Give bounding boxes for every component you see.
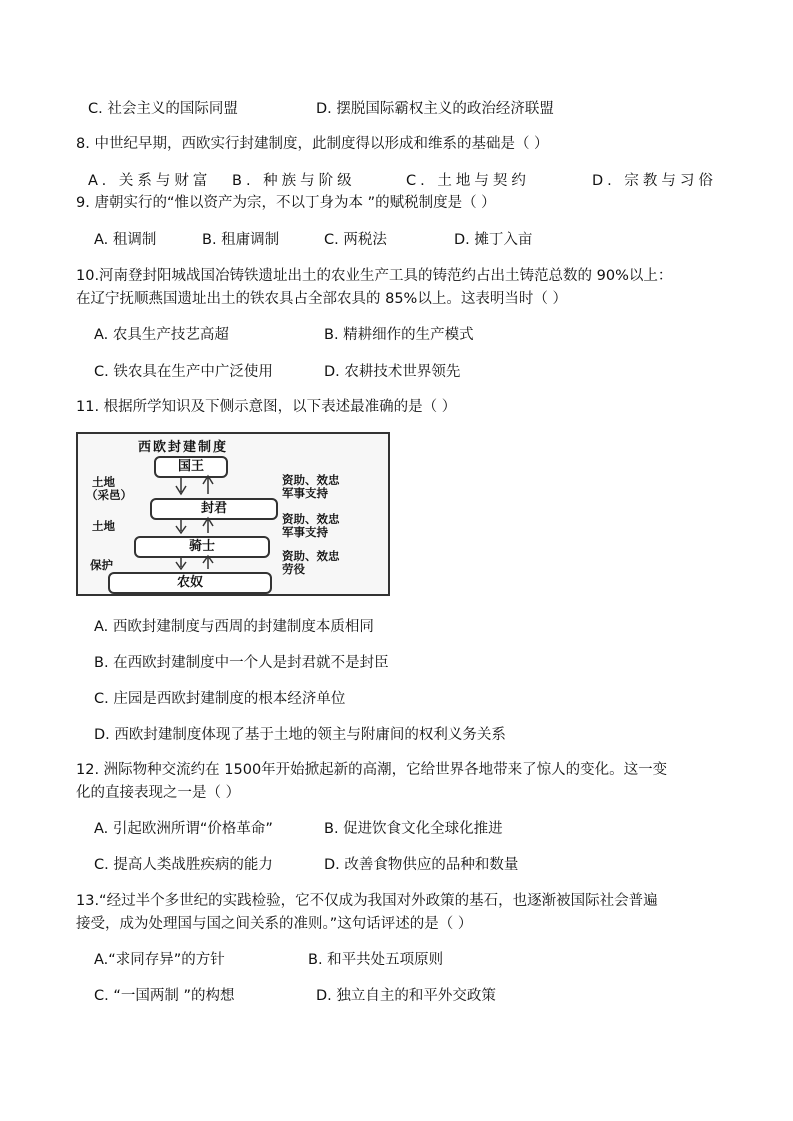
- q12-option-c: C. 提高人类战胜疾病的能力: [94, 857, 273, 873]
- q12-option-a: A. 引起欧洲所谓“价格革命”: [94, 821, 273, 837]
- arrow-down-icon: [176, 478, 186, 494]
- q9-option-d: D. 摊丁入亩: [454, 232, 533, 248]
- q10-stem-line1: 10.河南登封阳城战国冶铸铁遗址出土的农业生产工具的铸范约占出土铸范总数的 90%以上：: [76, 268, 673, 284]
- diagram-label-duty-2b: 军事支持: [282, 525, 328, 539]
- diagram-label-duty-2a: 资助、效忠: [282, 512, 340, 526]
- diagram-label-fief: （采邑）: [86, 488, 132, 502]
- q11-stem: 11. 根据所学知识及下侧示意图，以下表述最准确的是（ ）: [76, 399, 457, 415]
- q8-option-d: D. 宗教与习俗: [592, 173, 717, 189]
- q12-stem-line2: 化的直接表现之一是（ ）: [76, 785, 241, 801]
- q12-stem-line1: 12. 洲际物种交流约在 1500年开始掀起新的高潮，它给世界各地带来了惊人的变化。这一变: [76, 762, 668, 778]
- arrow-up-icon: [203, 476, 213, 494]
- q8-option-a: A. 关系与财富: [88, 173, 212, 189]
- q9-option-a: A. 租调制: [94, 232, 157, 248]
- q13-stem-line1: 13.“经过半个多世纪的实践检验，它不仅成为我国对外政策的基石，也逐渐被国际社会普遍: [76, 893, 658, 909]
- q11-option-c: C. 庄园是西欧封建制度的根本经济单位: [94, 691, 346, 707]
- q13-option-d: D. 独立自主的和平外交政策: [316, 988, 496, 1004]
- diagram-label-duty-1b: 军事支持: [282, 486, 328, 500]
- q11-option-b: B. 在西欧封建制度中一个人是封君就不是封臣: [94, 655, 389, 671]
- diagram-title: 西欧封建制度: [138, 440, 229, 455]
- arrow-down-icon: [176, 558, 186, 569]
- diagram-label-duty-1a: 资助、效忠: [282, 473, 340, 487]
- q13-option-c: C. “一国两制 ”的构想: [94, 988, 235, 1004]
- q8-option-b: B. 种族与阶级: [232, 173, 356, 189]
- q10-stem-line2: 在辽宁抚顺燕国遗址出土的铁农具占全部农具的 85%以上。这表明当时（ ）: [76, 291, 567, 307]
- q9-stem: 9. 唐朝实行的“惟以资产为宗，不以丁身为本 ”的赋税制度是（ ）: [76, 195, 496, 211]
- diagram-label-duty-3b: 劳役: [282, 562, 305, 576]
- q11-option-d: D. 西欧封建制度体现了基于土地的领主与附庸间的权利义务关系: [94, 727, 506, 743]
- q10-option-b: B. 精耕细作的生产模式: [324, 327, 474, 343]
- arrow-up-icon: [203, 556, 213, 569]
- diagram-label-protect: 保护: [90, 558, 113, 572]
- q8-option-c: C. 土地与契约: [406, 173, 530, 189]
- q7-option-c: C. 社会主义的国际同盟: [88, 101, 238, 117]
- q12-option-d: D. 改善食物供应的品种和数量: [324, 857, 519, 873]
- q13-option-b: B. 和平共处五项原则: [308, 952, 444, 968]
- diagram-box-knight: 骑士: [134, 536, 270, 558]
- feudal-system-diagram: [76, 432, 390, 596]
- diagram-label-duty-3a: 资助、效忠: [282, 549, 340, 563]
- diagram-box-lord: 封君: [150, 498, 278, 520]
- q10-option-d: D. 农耕技术世界领先: [324, 364, 461, 380]
- q13-option-a: A.“求同存异”的方针: [94, 952, 225, 968]
- arrow-up-icon: [203, 518, 213, 533]
- q9-option-c: C. 两税法: [324, 232, 387, 248]
- diagram-arrows: [78, 434, 388, 594]
- q9-option-b: B. 租庸调制: [202, 232, 280, 248]
- arrow-down-icon: [176, 520, 186, 533]
- q11-option-a: A. 西欧封建制度与西周的封建制度本质相同: [94, 619, 374, 635]
- q7-option-d: D. 摆脱国际霸权主义的政治经济联盟: [316, 101, 554, 117]
- q10-option-c: C. 铁农具在生产中广泛使用: [94, 364, 273, 380]
- diagram-label-land-1: 土地: [92, 475, 115, 489]
- diagram-label-land-2: 土地: [92, 519, 115, 533]
- q8-stem: 8. 中世纪早期，西欧实行封建制度，此制度得以形成和维系的基础是（ ）: [76, 136, 549, 152]
- q10-option-a: A. 农具生产技艺高超: [94, 327, 229, 343]
- q12-option-b: B. 促进饮食文化全球化推进: [324, 821, 503, 837]
- diagram-box-serf: 农奴: [108, 572, 272, 594]
- q13-stem-line2: 接受，成为处理国与国之间关系的准则。”这句话评述的是（ ）: [76, 916, 473, 932]
- diagram-box-king: 国王: [154, 456, 228, 478]
